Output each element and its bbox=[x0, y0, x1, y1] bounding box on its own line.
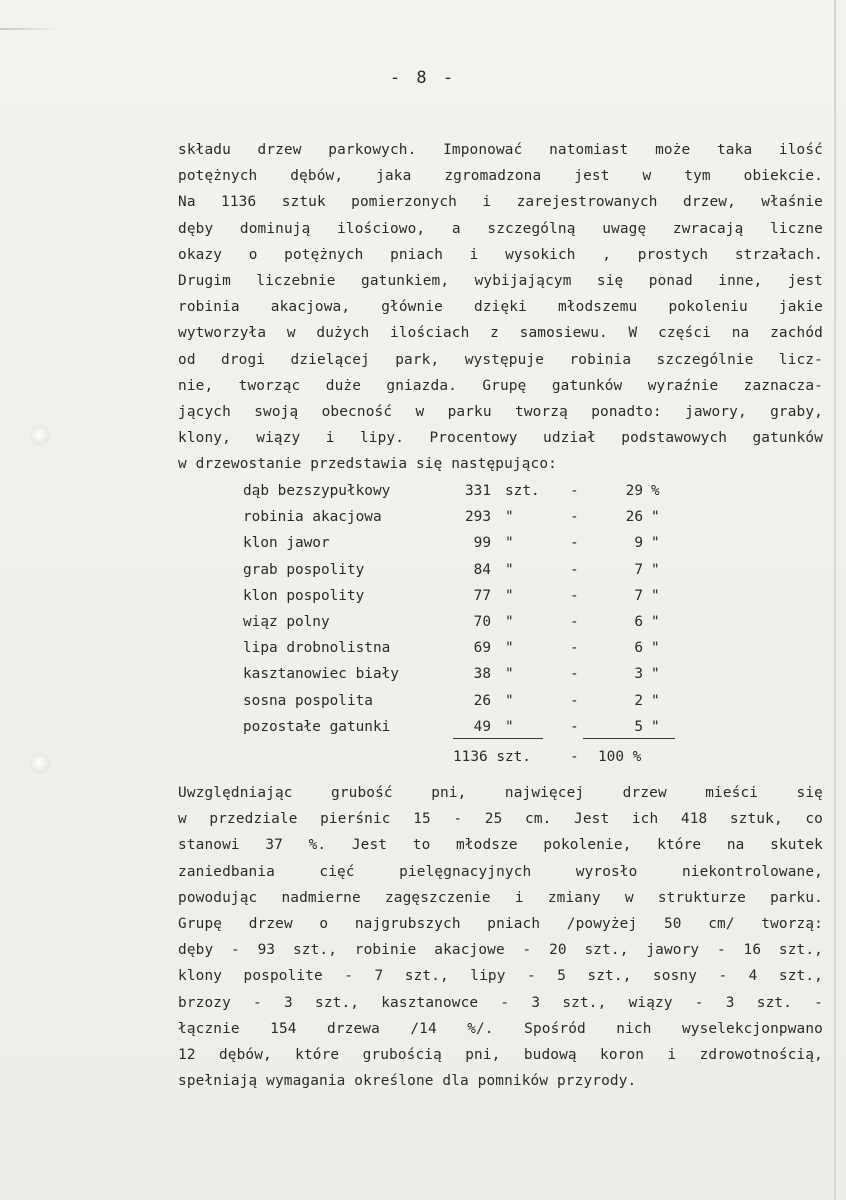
table-row bbox=[243, 688, 673, 714]
species-percent: 7 bbox=[634, 587, 643, 604]
species-percent: 7 bbox=[634, 561, 643, 578]
species-count: 49 bbox=[473, 718, 491, 735]
table-row bbox=[243, 504, 673, 530]
punch-hole-upper bbox=[31, 426, 49, 444]
species-dash: - bbox=[570, 640, 579, 657]
text-line: stanowi 37 %. Jest to młodsze pokolenie, które na skutek bbox=[178, 837, 823, 854]
total-row bbox=[243, 744, 683, 770]
species-dash: - bbox=[570, 483, 579, 499]
species-name: klon pospolity bbox=[243, 587, 365, 604]
species-dash: - bbox=[570, 535, 579, 552]
total-dash: - bbox=[570, 749, 579, 765]
text-line: klony, wiązy i lipy. Procentowy udział podstawowych gatunków bbox=[178, 430, 823, 447]
text-line: Uwzględniając grubość pni, najwięcej drzew mieści się bbox=[178, 785, 823, 801]
species-percent: 26 bbox=[625, 509, 643, 526]
text-line: okazy o potężnych pniach i wysokich , prostych strzałach. bbox=[178, 246, 823, 263]
species-percent-unit: " bbox=[651, 535, 660, 552]
species-name: grab pospolity bbox=[243, 561, 365, 578]
species-unit: " bbox=[505, 613, 514, 630]
species-percent-unit: " bbox=[651, 666, 660, 683]
species-unit: szt. bbox=[505, 483, 540, 499]
species-percent-unit: " bbox=[651, 692, 660, 709]
paragraph-1 bbox=[178, 137, 823, 478]
species-dash: - bbox=[570, 613, 579, 630]
species-name: klon jawor bbox=[243, 535, 330, 552]
percent-sum-rule bbox=[583, 738, 675, 739]
species-count: 99 bbox=[473, 535, 491, 552]
text-line: wytworzyła w dużych ilościach z samosiewu. W części na zachód bbox=[178, 325, 823, 342]
species-name: pozostałe gatunki bbox=[243, 718, 391, 735]
species-unit: " bbox=[505, 640, 514, 657]
text-line: powodując nadmierne zagęszczenie i zmiany w strukturze parku. bbox=[178, 889, 823, 906]
species-count: 293 bbox=[465, 509, 491, 526]
text-line: w drzewostanie przedstawia się następująco: bbox=[178, 456, 557, 473]
text-line: nie, tworząc duże gniazda. Grupę gatunków wyraźnie zaznacza- bbox=[178, 377, 823, 394]
species-unit: " bbox=[505, 535, 514, 552]
species-count: 77 bbox=[473, 587, 491, 604]
species-unit: " bbox=[505, 666, 514, 683]
table-row bbox=[243, 635, 673, 661]
species-count: 84 bbox=[473, 561, 491, 578]
species-percent: 29 bbox=[625, 483, 643, 499]
species-percent: 2 bbox=[634, 692, 643, 709]
text-line: jących swoją obecność w parku tworzą ponadto: jawory, graby, bbox=[178, 404, 823, 421]
species-dash: - bbox=[570, 561, 579, 578]
species-dash: - bbox=[570, 509, 579, 526]
table-row bbox=[243, 478, 673, 504]
text-line: dęby - 93 szt., robinie akacjowe - 20 szt., jawory - 16 szt., bbox=[178, 942, 823, 959]
species-name: lipa drobnolistna bbox=[243, 640, 391, 657]
species-percent-unit: " bbox=[651, 509, 660, 526]
species-name: sosna pospolita bbox=[243, 692, 373, 709]
text-line: Drugim liczebnie gatunkiem, wybijającym się ponad inne, jest bbox=[178, 273, 823, 290]
total-percent: 100 % bbox=[598, 749, 642, 765]
species-percent-unit: " bbox=[651, 718, 660, 735]
table-row bbox=[243, 714, 673, 740]
species-unit: " bbox=[505, 509, 514, 526]
text-line: Na 1136 sztuk pomierzonych i zarejestrowanych drzew, właśnie bbox=[178, 194, 823, 211]
text-line: 12 dębów, które grubością pni, budową koron i zdrowotnością, bbox=[178, 1047, 823, 1064]
species-count: 331 bbox=[465, 483, 491, 499]
species-name: dąb bezszypułkowy bbox=[243, 483, 391, 499]
species-count: 26 bbox=[473, 692, 491, 709]
species-percent: 9 bbox=[634, 535, 643, 552]
species-percent-unit: % bbox=[651, 483, 660, 499]
text-line: brzozy - 3 szt., kasztanowce - 3 szt., wiązy - 3 szt. - bbox=[178, 994, 823, 1011]
table-row bbox=[243, 661, 673, 687]
species-unit: " bbox=[505, 561, 514, 578]
species-unit: " bbox=[505, 692, 514, 709]
scan-edge-mark bbox=[0, 28, 60, 30]
punch-hole-lower bbox=[31, 754, 49, 772]
species-percent: 6 bbox=[634, 613, 643, 630]
count-sum-rule bbox=[453, 738, 543, 739]
species-percent-unit: " bbox=[651, 561, 660, 578]
species-percent-unit: " bbox=[651, 640, 660, 657]
species-count: 69 bbox=[473, 640, 491, 657]
species-name: wiąz polny bbox=[243, 613, 330, 630]
text-line: spełniają wymagania określone dla pomników przyrody. bbox=[178, 1073, 637, 1090]
species-count: 70 bbox=[473, 613, 491, 630]
species-dash: - bbox=[570, 692, 579, 709]
species-name: kasztanowiec biały bbox=[243, 666, 399, 683]
species-percent: 3 bbox=[634, 666, 643, 683]
species-unit: " bbox=[505, 718, 514, 735]
species-name: robinia akacjowa bbox=[243, 509, 382, 526]
text-line: od drogi dzielącej park, występuje robinia szczególnie licz- bbox=[178, 351, 823, 368]
page-right-edge bbox=[834, 0, 836, 1200]
text-line: w przedziale pierśnic 15 - 25 cm. Jest ich 418 sztuk, co bbox=[178, 811, 823, 828]
species-percent-unit: " bbox=[651, 613, 660, 630]
species-table bbox=[243, 478, 673, 740]
page-number: - 8 - bbox=[389, 68, 457, 88]
species-count: 38 bbox=[473, 666, 491, 683]
text-line: klony pospolite - 7 szt., lipy - 5 szt., sosny - 4 szt., bbox=[178, 968, 823, 985]
table-row bbox=[243, 557, 673, 583]
text-line: zaniedbania cięć pielęgnacyjnych wyrosło niekontrolowane, bbox=[178, 863, 823, 880]
text-line: łącznie 154 drzewa /14 %/. Spośród nich wyselekcjonpwano bbox=[178, 1020, 823, 1037]
total-count: 1136 szt. bbox=[453, 749, 531, 765]
text-line: robinia akacjowa, głównie dzięki młodszemu pokoleniu jakie bbox=[178, 299, 823, 316]
species-percent: 5 bbox=[634, 718, 643, 735]
text-line: potężnych dębów, jaka zgromadzona jest w tym obiekcie. bbox=[178, 168, 823, 185]
species-dash: - bbox=[570, 587, 579, 604]
species-dash: - bbox=[570, 718, 579, 735]
species-unit: " bbox=[505, 587, 514, 604]
text-line: Grupę drzew o najgrubszych pniach /powyżej 50 cm/ tworzą: bbox=[178, 916, 823, 933]
table-row bbox=[243, 530, 673, 556]
species-percent-unit: " bbox=[651, 587, 660, 604]
paragraph-2 bbox=[178, 780, 823, 1094]
text-line: składu drzew parkowych. Imponować natomiast może taka ilość bbox=[178, 142, 823, 158]
text-line: dęby dominują ilościowo, a szczególną uwagę zwracają liczne bbox=[178, 220, 823, 237]
table-row bbox=[243, 609, 673, 635]
species-percent: 6 bbox=[634, 640, 643, 657]
table-row bbox=[243, 583, 673, 609]
species-dash: - bbox=[570, 666, 579, 683]
